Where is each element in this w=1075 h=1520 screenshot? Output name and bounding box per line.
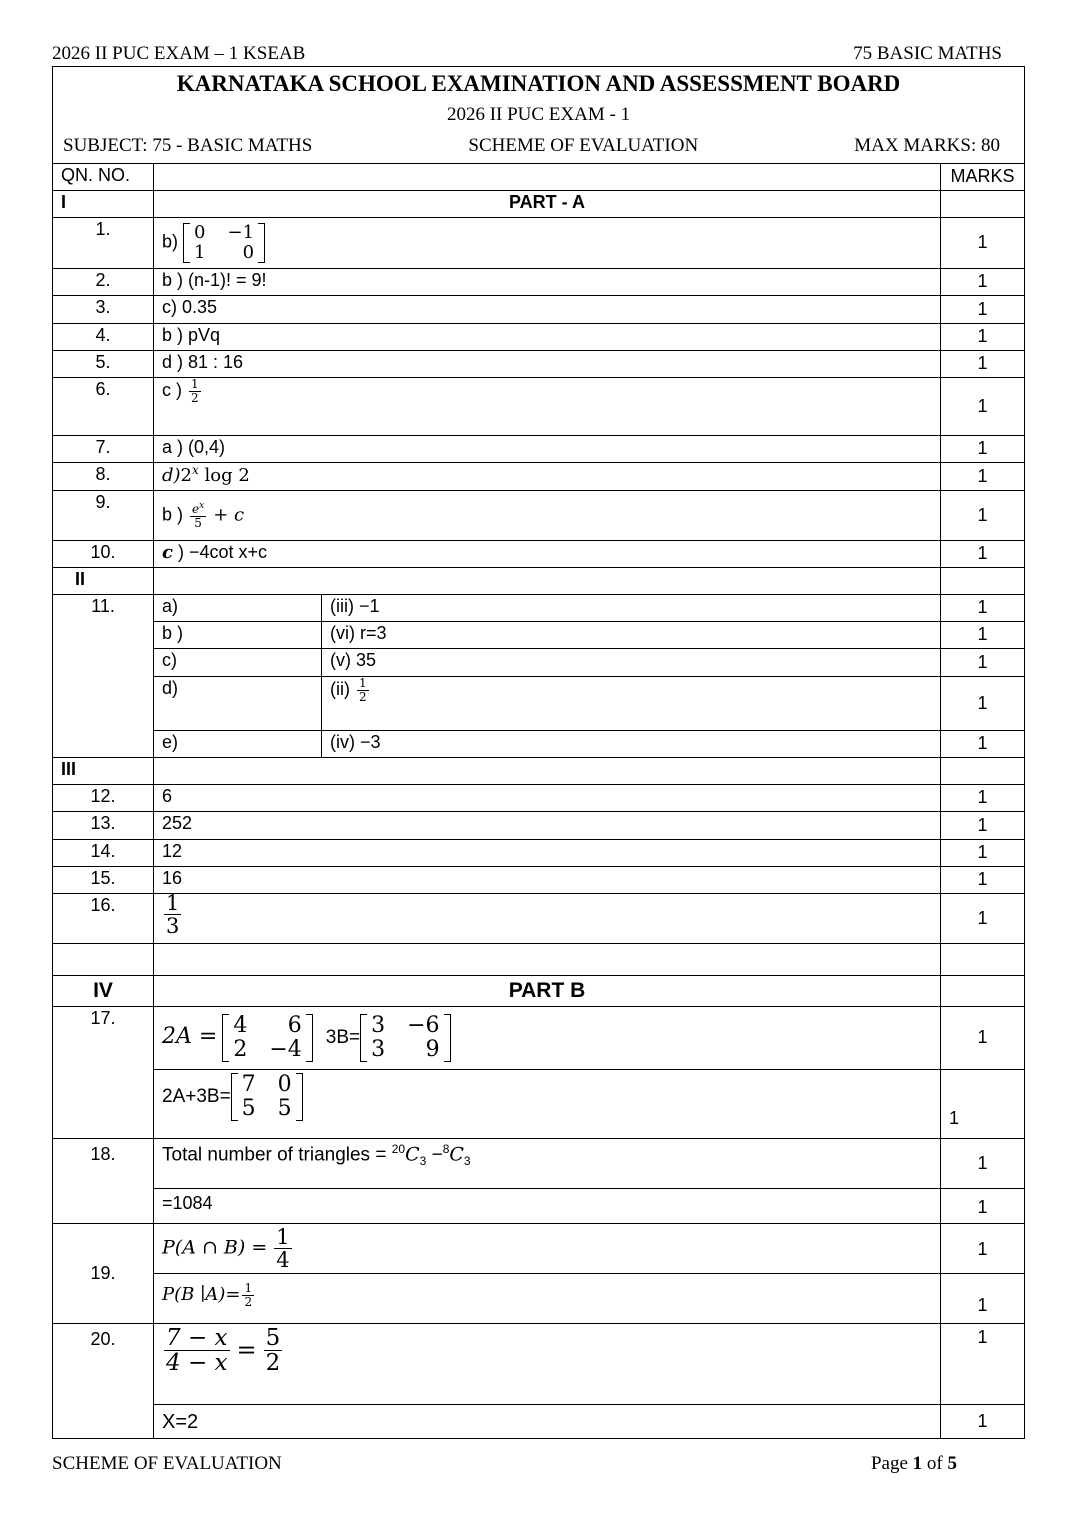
q16-answer: $\frac{1}{3}$ bbox=[154, 894, 941, 944]
table-row: 8. d)2$^x$ log 2 1 bbox=[53, 463, 1025, 491]
q17-step2: 2A+3B= 7 0 5 5 bbox=[154, 1070, 941, 1139]
section-roman-1: I bbox=[53, 191, 154, 218]
q10-answer: c ) −4cot x+c bbox=[154, 541, 941, 568]
q8-answer: d)2$^x$ log 2 bbox=[154, 463, 941, 491]
max-marks-label: MAX MARKS: 80 bbox=[854, 134, 1000, 156]
q18-step1: Total number of triangles = $^{20}C_3 -^8C_3$ bbox=[154, 1139, 941, 1189]
q17-number: 17. bbox=[53, 1007, 154, 1139]
q4-answer: b ) pVq bbox=[154, 324, 941, 351]
table-row: 7. a ) (0,4) 1 bbox=[53, 436, 1025, 463]
q20-answer: X=2 bbox=[154, 1405, 941, 1439]
q7-answer: a ) (0,4) bbox=[154, 436, 941, 463]
section-roman-4: IV bbox=[53, 976, 154, 1007]
table-row: b ) (vi) r=3 1 bbox=[53, 622, 1025, 649]
section-roman-3: III bbox=[53, 758, 154, 785]
table-row: 13. 252 1 bbox=[53, 812, 1025, 840]
table-row: 3. c) 0.35 1 bbox=[53, 296, 1025, 324]
table-row: d) (ii) $\frac{1}{2}$ 1 bbox=[53, 677, 1025, 731]
part-a-heading: PART - A bbox=[154, 191, 941, 218]
table-row: P(B ∣A)= $\frac{1}{2}$ 1 bbox=[53, 1274, 1025, 1324]
q1-matrix: 0 −1 1 0 bbox=[183, 223, 265, 263]
table-row: 2A+3B= 7 0 5 5 1 bbox=[53, 1070, 1025, 1139]
page-number: Page 1 of 5 bbox=[870, 1453, 957, 1474]
table-row bbox=[53, 218, 1025, 269]
table-row: 4. b ) pVq 1 bbox=[53, 324, 1025, 351]
q1-mark: 1 bbox=[941, 218, 1025, 269]
exam-title: 2026 II PUC EXAM - 1 bbox=[446, 103, 631, 125]
marks-header: MARKS bbox=[941, 164, 1025, 191]
table-row: 5. d ) 81 : 16 1 bbox=[53, 351, 1025, 378]
table-row: c) (v) 35 1 bbox=[53, 649, 1025, 677]
subject-label: SUBJECT: 75 - BASIC MATHS bbox=[63, 134, 313, 156]
q3-answer: c) 0.35 bbox=[154, 296, 941, 324]
table-row: X=2 1 bbox=[53, 1405, 1025, 1439]
footer-left: SCHEME OF EVALUATION bbox=[52, 1453, 282, 1474]
table-row: 10. c ) −4cot x+c 1 bbox=[53, 541, 1025, 568]
table-row: 2. b ) (n-1)! = 9! 1 bbox=[53, 269, 1025, 296]
evaluation-table bbox=[52, 66, 1025, 1439]
table-row: 15. 16 1 bbox=[53, 867, 1025, 894]
table-row: =1084 1 bbox=[53, 1189, 1025, 1224]
q18-answer: =1084 bbox=[154, 1189, 941, 1224]
table-row: e) (iv) −3 1 bbox=[53, 731, 1025, 758]
qn-header: QN. NO. bbox=[53, 164, 154, 191]
board-title: KARNATAKA SCHOOL EXAMINATION AND ASSESSMENT BOARD bbox=[176, 71, 901, 96]
table-row: 12. 6 1 bbox=[53, 785, 1025, 812]
q17-step1: 2A = 4 6 2 −4 3B= 3 −6 3 9 bbox=[154, 1007, 941, 1070]
q20-number: 20. bbox=[53, 1324, 154, 1439]
table-row: 6. c ) $\frac{1}{2}$ 1 bbox=[53, 378, 1025, 436]
q9-answer: b ) $\frac{e^x}{5}$ + c bbox=[154, 491, 941, 541]
title-block bbox=[53, 67, 1025, 164]
q2-answer: b ) (n-1)! = 9! bbox=[154, 269, 941, 296]
q18-number: 18. bbox=[53, 1139, 154, 1224]
table-row: 9. b ) $\frac{e^x}{5}$ + c 1 bbox=[53, 491, 1025, 541]
scheme-label: SCHEME OF EVALUATION bbox=[468, 134, 699, 156]
header-left: 2026 II PUC EXAM – 1 KSEAB bbox=[52, 43, 306, 64]
q11-number: 11. bbox=[53, 595, 154, 758]
table-row: 18. Total number of triangles = $^{20}C_3 -^8C_3$ 1 bbox=[53, 1139, 1025, 1189]
q20-step1: $\frac{7 - x}{4 - x}$ = $\frac{5}{2}$ bbox=[154, 1324, 941, 1405]
q6-answer: c ) $\frac{1}{2}$ bbox=[154, 378, 941, 436]
q5-answer: d ) 81 : 16 bbox=[154, 351, 941, 378]
q1-option: b) bbox=[162, 231, 179, 252]
q19-step1: P(A ∩ B) = $\frac{1}{4}$ bbox=[154, 1224, 941, 1274]
header-right: 75 BASIC MATHS bbox=[853, 43, 1002, 64]
table-row: 14. 12 1 bbox=[53, 840, 1025, 867]
q1-number: 1. bbox=[53, 218, 154, 269]
part-b-heading: PART B bbox=[154, 976, 941, 1007]
section-roman-2: II bbox=[53, 568, 154, 595]
table-row: 17. 2A = 4 6 2 −4 3B= 3 −6 3 9 1 bbox=[53, 1007, 1025, 1070]
table-row: 11. a) (iii) −1 1 bbox=[53, 595, 1025, 622]
table-row: 16. $\frac{1}{3}$ 1 bbox=[53, 894, 1025, 944]
q19-number: 19. bbox=[53, 1224, 154, 1324]
table-row: 20. $\frac{7 - x}{4 - x}$ = $\frac{5}{2}$ 1 bbox=[53, 1324, 1025, 1405]
table-row: 19. P(A ∩ B) = $\frac{1}{4}$ 1 bbox=[53, 1224, 1025, 1274]
q19-step2: P(B ∣A)= $\frac{1}{2}$ bbox=[154, 1274, 941, 1324]
